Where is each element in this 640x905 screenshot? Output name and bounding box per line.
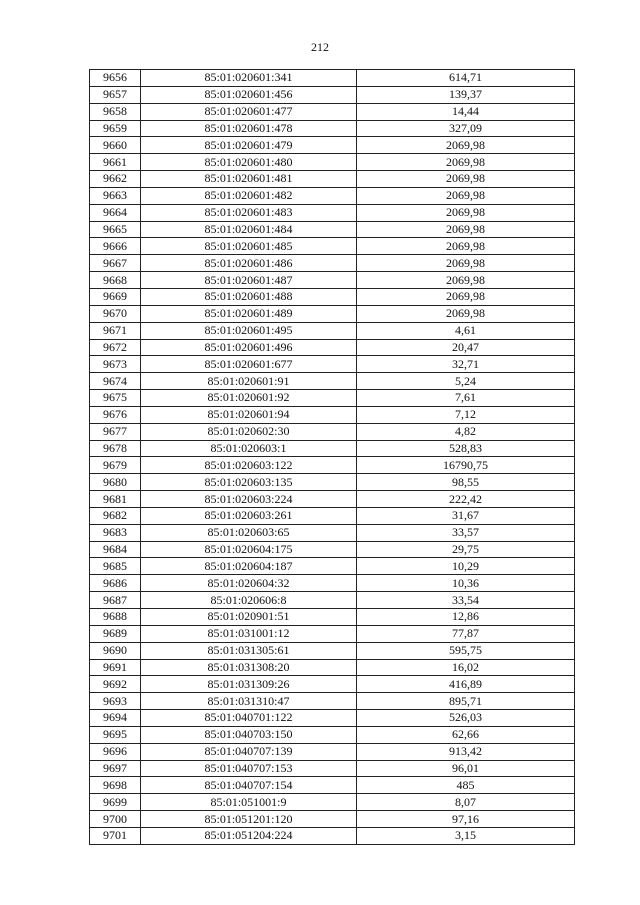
value-cell: 416,89 xyxy=(357,676,575,693)
row-number-cell: 9658 xyxy=(90,103,141,120)
table-row xyxy=(90,390,575,407)
cadastral-number-cell: 85:01:031310:47 xyxy=(141,693,357,710)
cadastral-number-cell: 85:01:020601:94 xyxy=(141,406,357,423)
value-cell: 2069,98 xyxy=(357,221,575,238)
value-cell: 4,82 xyxy=(357,423,575,440)
table-body xyxy=(90,70,575,845)
cadastral-number-cell: 85:01:020601:482 xyxy=(141,187,357,204)
table-row xyxy=(90,255,575,272)
table-row xyxy=(90,103,575,120)
row-number-cell: 9696 xyxy=(90,743,141,760)
cadastral-number-cell: 85:01:020601:486 xyxy=(141,255,357,272)
table-row xyxy=(90,726,575,743)
table-row xyxy=(90,339,575,356)
row-number-cell: 9700 xyxy=(90,811,141,828)
value-cell: 2069,98 xyxy=(357,171,575,188)
row-number-cell: 9680 xyxy=(90,474,141,491)
table-row xyxy=(90,356,575,373)
table-row xyxy=(90,137,575,154)
value-cell: 14,44 xyxy=(357,103,575,120)
value-cell: 2069,98 xyxy=(357,255,575,272)
value-cell: 12,86 xyxy=(357,609,575,626)
table-row xyxy=(90,676,575,693)
table-row xyxy=(90,609,575,626)
value-cell: 96,01 xyxy=(357,760,575,777)
table-row xyxy=(90,440,575,457)
row-number-cell: 9663 xyxy=(90,187,141,204)
cadastral-number-cell: 85:01:020603:261 xyxy=(141,507,357,524)
row-number-cell: 9692 xyxy=(90,676,141,693)
row-number-cell: 9662 xyxy=(90,171,141,188)
table-row xyxy=(90,575,575,592)
cadastral-number-cell: 85:01:051001:9 xyxy=(141,794,357,811)
value-cell: 5,24 xyxy=(357,373,575,390)
cadastral-number-cell: 85:01:020604:187 xyxy=(141,558,357,575)
value-cell: 32,71 xyxy=(357,356,575,373)
cadastral-number-cell: 85:01:020601:487 xyxy=(141,272,357,289)
table-row xyxy=(90,625,575,642)
cadastral-number-cell: 85:01:020601:479 xyxy=(141,137,357,154)
value-cell: 97,16 xyxy=(357,811,575,828)
row-number-cell: 9701 xyxy=(90,827,141,844)
row-number-cell: 9684 xyxy=(90,541,141,558)
row-number-cell: 9661 xyxy=(90,154,141,171)
table-row xyxy=(90,760,575,777)
cadastral-number-cell: 85:01:020601:477 xyxy=(141,103,357,120)
row-number-cell: 9697 xyxy=(90,760,141,777)
value-cell: 528,83 xyxy=(357,440,575,457)
cadastral-number-cell: 85:01:020601:496 xyxy=(141,339,357,356)
value-cell: 327,09 xyxy=(357,120,575,137)
value-cell: 16,02 xyxy=(357,659,575,676)
cadastral-number-cell: 85:01:020601:484 xyxy=(141,221,357,238)
cadastral-number-cell: 85:01:051204:224 xyxy=(141,827,357,844)
value-cell: 10,29 xyxy=(357,558,575,575)
table-row xyxy=(90,305,575,322)
table-row xyxy=(90,491,575,508)
value-cell: 614,71 xyxy=(357,70,575,87)
value-cell: 222,42 xyxy=(357,491,575,508)
table-row xyxy=(90,811,575,828)
table-row xyxy=(90,272,575,289)
table-row xyxy=(90,659,575,676)
table-row xyxy=(90,743,575,760)
table-row xyxy=(90,541,575,558)
row-number-cell: 9671 xyxy=(90,322,141,339)
table-row xyxy=(90,187,575,204)
table-row xyxy=(90,86,575,103)
cadastral-number-cell: 85:01:020604:32 xyxy=(141,575,357,592)
value-cell: 913,42 xyxy=(357,743,575,760)
value-cell: 2069,98 xyxy=(357,204,575,221)
row-number-cell: 9683 xyxy=(90,524,141,541)
table-row xyxy=(90,154,575,171)
value-cell: 139,37 xyxy=(357,86,575,103)
row-number-cell: 9674 xyxy=(90,373,141,390)
row-number-cell: 9676 xyxy=(90,406,141,423)
table-row xyxy=(90,777,575,794)
table-row xyxy=(90,592,575,609)
value-cell: 2069,98 xyxy=(357,187,575,204)
table-row xyxy=(90,204,575,221)
cadastral-number-cell: 85:01:051201:120 xyxy=(141,811,357,828)
value-cell: 29,75 xyxy=(357,541,575,558)
table-row xyxy=(90,373,575,390)
table-row xyxy=(90,171,575,188)
cadastral-number-cell: 85:01:020601:481 xyxy=(141,171,357,188)
row-number-cell: 9660 xyxy=(90,137,141,154)
value-cell: 10,36 xyxy=(357,575,575,592)
table-row xyxy=(90,322,575,339)
cadastral-number-cell: 85:01:031309:26 xyxy=(141,676,357,693)
value-cell: 2069,98 xyxy=(357,154,575,171)
row-number-cell: 9657 xyxy=(90,86,141,103)
cadastral-number-cell: 85:01:040707:154 xyxy=(141,777,357,794)
table-row xyxy=(90,642,575,659)
cadastral-number-cell: 85:01:020601:478 xyxy=(141,120,357,137)
value-cell: 2069,98 xyxy=(357,288,575,305)
table-row xyxy=(90,288,575,305)
value-cell: 33,54 xyxy=(357,592,575,609)
value-cell: 98,55 xyxy=(357,474,575,491)
page-number: 212 xyxy=(311,40,329,54)
row-number-cell: 9665 xyxy=(90,221,141,238)
row-number-cell: 9681 xyxy=(90,491,141,508)
table-row xyxy=(90,710,575,727)
cadastral-number-cell: 85:01:020603:1 xyxy=(141,440,357,457)
cadastral-value-table xyxy=(89,69,575,845)
row-number-cell: 9690 xyxy=(90,642,141,659)
cadastral-number-cell: 85:01:020601:456 xyxy=(141,86,357,103)
row-number-cell: 9698 xyxy=(90,777,141,794)
table-row xyxy=(90,120,575,137)
value-cell: 4,61 xyxy=(357,322,575,339)
cadastral-number-cell: 85:01:020604:175 xyxy=(141,541,357,558)
value-cell: 7,61 xyxy=(357,390,575,407)
cadastral-number-cell: 85:01:040707:139 xyxy=(141,743,357,760)
table-row xyxy=(90,70,575,87)
row-number-cell: 9669 xyxy=(90,288,141,305)
row-number-cell: 9693 xyxy=(90,693,141,710)
row-number-cell: 9670 xyxy=(90,305,141,322)
cadastral-number-cell: 85:01:020603:65 xyxy=(141,524,357,541)
cadastral-number-cell: 85:01:020601:488 xyxy=(141,288,357,305)
row-number-cell: 9682 xyxy=(90,507,141,524)
row-number-cell: 9656 xyxy=(90,70,141,87)
cadastral-number-cell: 85:01:020601:91 xyxy=(141,373,357,390)
row-number-cell: 9686 xyxy=(90,575,141,592)
value-cell: 3,15 xyxy=(357,827,575,844)
row-number-cell: 9675 xyxy=(90,390,141,407)
value-cell: 595,75 xyxy=(357,642,575,659)
table-row xyxy=(90,794,575,811)
cadastral-number-cell: 85:01:031308:20 xyxy=(141,659,357,676)
cadastral-number-cell: 85:01:020601:677 xyxy=(141,356,357,373)
cadastral-number-cell: 85:01:031001:12 xyxy=(141,625,357,642)
table-row xyxy=(90,693,575,710)
cadastral-number-cell: 85:01:020601:480 xyxy=(141,154,357,171)
row-number-cell: 9673 xyxy=(90,356,141,373)
table-row xyxy=(90,558,575,575)
cadastral-number-cell: 85:01:020901:51 xyxy=(141,609,357,626)
cadastral-number-cell: 85:01:020602:30 xyxy=(141,423,357,440)
value-cell: 77,87 xyxy=(357,625,575,642)
cadastral-number-cell: 85:01:020603:135 xyxy=(141,474,357,491)
row-number-cell: 9699 xyxy=(90,794,141,811)
cadastral-number-cell: 85:01:020601:485 xyxy=(141,238,357,255)
value-cell: 33,57 xyxy=(357,524,575,541)
row-number-cell: 9666 xyxy=(90,238,141,255)
row-number-cell: 9667 xyxy=(90,255,141,272)
table-row xyxy=(90,406,575,423)
table-row xyxy=(90,238,575,255)
cadastral-number-cell: 85:01:020603:224 xyxy=(141,491,357,508)
value-cell: 8,07 xyxy=(357,794,575,811)
row-number-cell: 9688 xyxy=(90,609,141,626)
cadastral-number-cell: 85:01:020606:8 xyxy=(141,592,357,609)
row-number-cell: 9687 xyxy=(90,592,141,609)
value-cell: 2069,98 xyxy=(357,137,575,154)
table-row xyxy=(90,474,575,491)
value-cell: 31,67 xyxy=(357,507,575,524)
table-row xyxy=(90,827,575,844)
value-cell: 2069,98 xyxy=(357,238,575,255)
cadastral-number-cell: 85:01:020601:495 xyxy=(141,322,357,339)
table-row xyxy=(90,507,575,524)
cadastral-number-cell: 85:01:020601:341 xyxy=(141,70,357,87)
cadastral-number-cell: 85:01:040703:150 xyxy=(141,726,357,743)
row-number-cell: 9678 xyxy=(90,440,141,457)
row-number-cell: 9691 xyxy=(90,659,141,676)
row-number-cell: 9695 xyxy=(90,726,141,743)
row-number-cell: 9664 xyxy=(90,204,141,221)
cadastral-number-cell: 85:01:040701:122 xyxy=(141,710,357,727)
value-cell: 20,47 xyxy=(357,339,575,356)
cadastral-number-cell: 85:01:020603:122 xyxy=(141,457,357,474)
row-number-cell: 9694 xyxy=(90,710,141,727)
table-row xyxy=(90,524,575,541)
row-number-cell: 9685 xyxy=(90,558,141,575)
cadastral-number-cell: 85:01:020601:92 xyxy=(141,390,357,407)
value-cell: 16790,75 xyxy=(357,457,575,474)
cadastral-number-cell: 85:01:040707:153 xyxy=(141,760,357,777)
cadastral-number-cell: 85:01:020601:483 xyxy=(141,204,357,221)
row-number-cell: 9679 xyxy=(90,457,141,474)
row-number-cell: 9668 xyxy=(90,272,141,289)
value-cell: 526,03 xyxy=(357,710,575,727)
table-row xyxy=(90,221,575,238)
value-cell: 7,12 xyxy=(357,406,575,423)
value-cell: 2069,98 xyxy=(357,305,575,322)
row-number-cell: 9672 xyxy=(90,339,141,356)
value-cell: 895,71 xyxy=(357,693,575,710)
row-number-cell: 9677 xyxy=(90,423,141,440)
cadastral-number-cell: 85:01:020601:489 xyxy=(141,305,357,322)
row-number-cell: 9659 xyxy=(90,120,141,137)
value-cell: 485 xyxy=(357,777,575,794)
value-cell: 2069,98 xyxy=(357,272,575,289)
cadastral-number-cell: 85:01:031305:61 xyxy=(141,642,357,659)
table-row xyxy=(90,423,575,440)
row-number-cell: 9689 xyxy=(90,625,141,642)
table-row xyxy=(90,457,575,474)
value-cell: 62,66 xyxy=(357,726,575,743)
